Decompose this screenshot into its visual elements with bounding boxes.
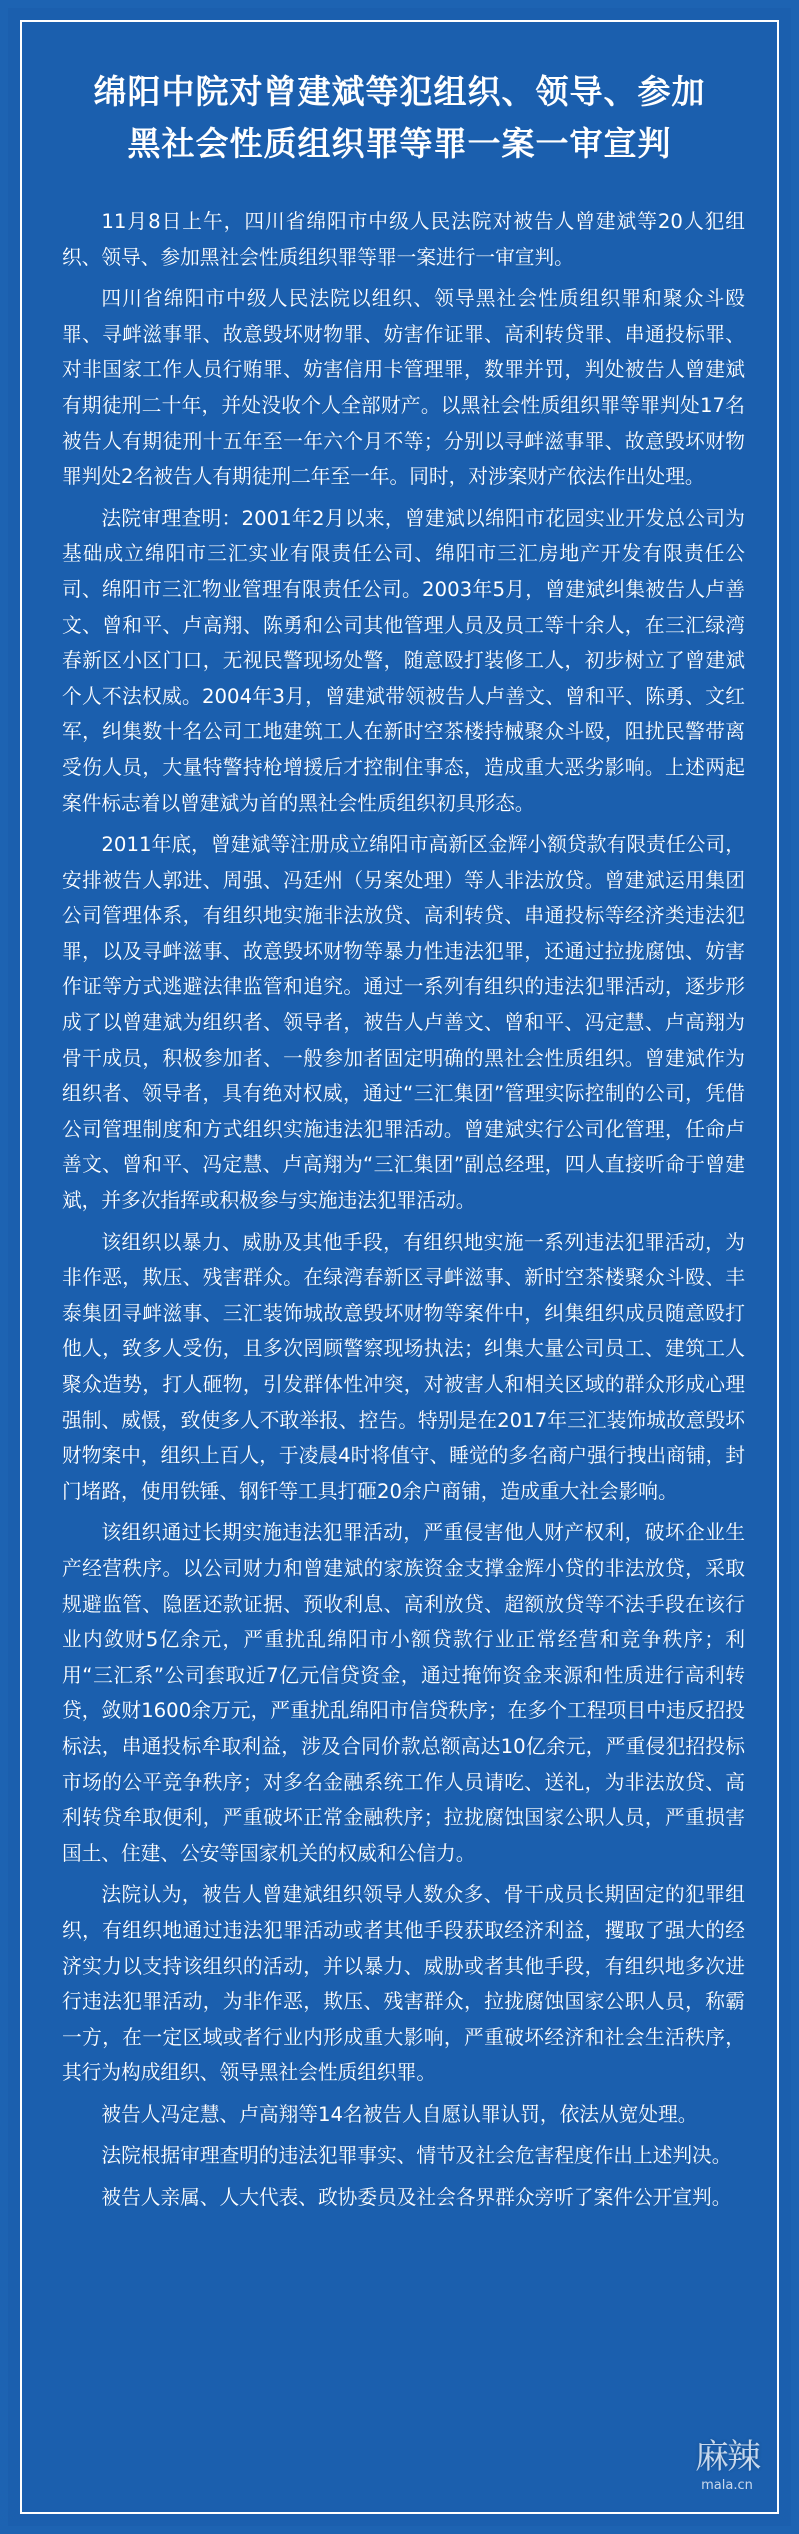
- site-watermark: [685, 2436, 769, 2502]
- paragraph-3: 法院审理查明：2001年2月以来，曾建斌以绵阳市花园实业开发总公司为基础成立绵阳市三汇实业有限责任公司、绵阳市三汇房地产开发有限责任公司、绵阳市三汇物业管理有限责任公司。2003年5月，曾建斌纠集被告人卢善文、曾和平、卢高翔、陈勇和公司其他管理人员及员工等十余人，在三汇绿湾春新区小区门口，无视民警现场处警，随意殴打装修工人，初步树立了曾建斌个人不法权威。2004年3月，曾建斌带领被告人卢善文、曾和平、陈勇、文红军，纠集数十名公司工地建筑工人在新时空茶楼持械聚众斗殴，阻扰民警带离受伤人员，大量特警持枪增援后才控制住事态，造成重大恶劣影响。上述两起案件标志着以曾建斌为首的黑社会性质组织初具形态。: [62, 506, 745, 815]
- paragraph-10: 被告人亲属、人大代表、政协委员及社会各界群众旁听了案件公开宣判。: [101, 2186, 732, 2210]
- paragraph-1: 11月8日上午，四川省绵阳市中级人民法院对被告人曾建斌等20人犯组织、领导、参加黑社会性质组织罪等罪一案进行一审宣判。: [62, 210, 745, 269]
- watermark-url: mala.cn: [701, 2478, 753, 2493]
- paragraph-9: 法院根据审理查明的违法犯罪事实、情节及社会危害程度作出上述判决。: [101, 2144, 732, 2168]
- title-line-1: 绵阳中院对曾建斌等犯组织、领导、参加: [93, 72, 706, 111]
- article-title: [8, 66, 791, 170]
- article-body: [62, 204, 745, 2222]
- paragraph-7: 法院认为，被告人曾建斌组织领导人数众多、骨干成员长期固定的犯罪组织，有组织地通过违法犯罪活动或者其他手段获取经济利益，攫取了强大的经济实力以支持该组织的活动，并以暴力、威胁或者其他手段，有组织地多次进行违法犯罪活动，为非作恶，欺压、残害群众，拉拢腐蚀国家公职人员，称霸一方，在一定区域或者行业内形成重大影响，严重破坏经济和社会生活秩序，其行为构成组织、领导黑社会性质组织罪。: [62, 1883, 745, 2085]
- paragraph-2: 四川省绵阳市中级人民法院以组织、领导黑社会性质组织罪和聚众斗殴罪、寻衅滋事罪、故意毁坏财物罪、妨害作证罪、高利转贷罪、串通投标罪、对非国家工作人员行贿罪、妨害信用卡管理罪，数罪并罚，判处被告人曾建斌有期徒刑二十年，并处没收个人全部财产。以黑社会性质组织罪等罪判处17名被告人有期徒刑十五年至一年六个月不等；分别以寻衅滋事罪、故意毁坏财物罪判处2名被告人有期徒刑二年至一年。同时，对涉案财产依法作出处理。: [62, 287, 745, 489]
- title-line-2: 黑社会性质组织罪等罪一案一审宣判: [127, 124, 672, 163]
- paragraph-8: 被告人冯定慧、卢高翔等14名被告人自愿认罪认罚，依法从宽处理。: [101, 2102, 698, 2126]
- paragraph-5: 该组织以暴力、威胁及其他手段，有组织地实施一系列违法犯罪活动，为非作恶，欺压、残害群众。在绿湾春新区寻衅滋事、新时空茶楼聚众斗殴、丰泰集团寻衅滋事、三汇装饰城故意毁坏财物等案件中，纠集组织成员随意殴打他人，致多人受伤，且多次罔顾警察现场执法；纠集大量公司员工、建筑工人聚众造势，打人砸物，引发群体性冲突，对被害人和相关区域的群众形成心理强制、威慑，致使多人不敢举报、控告。特别是在2017年三汇装饰城故意毁坏财物案中，组织上百人，于凌晨4时将值守、睡觉的多名商户强行拽出商铺，封门堵路，使用铁锤、钢钎等工具打砸20余户商铺，造成重大社会影响。: [62, 1230, 745, 1503]
- watermark-logo: 麻辣: [695, 2437, 759, 2477]
- paragraph-4: 2011年底，曾建斌等注册成立绵阳市高新区金辉小额贷款有限责任公司，安排被告人郭进、周强、冯廷州（另案处理）等人非法放贷。曾建斌运用集团公司管理体系，有组织地实施非法放贷、高利转贷、串通投标等经济类违法犯罪，以及寻衅滋事、故意毁坏财物等暴力性违法犯罪，还通过拉拢腐蚀、妨害作证等方式逃避法律监管和追究。通过一系列有组织的违法犯罪活动，逐步形成了以曾建斌为组织者、领导者，被告人卢善文、曾和平、冯定慧、卢高翔为骨干成员，积极参加者、一般参加者固定明确的黑社会性质组织。曾建斌作为组织者、领导者，具有绝对权威，通过“三汇集团”管理实际控制的公司，凭借公司管理制度和方式组织实施违法犯罪活动。曾建斌实行公司化管理，任命卢善文、曾和平、冯定慧、卢高翔为“三汇集团”副总经理，四人直接听命于曾建斌，并多次指挥或积极参与实施违法犯罪活动。: [62, 833, 745, 1213]
- paragraph-6: 该组织通过长期实施违法犯罪活动，严重侵害他人财产权利，破坏企业生产经营秩序。以公司财力和曾建斌的家族资金支撑金辉小贷的非法放贷，采取规避监管、隐匿还款证据、预收利息、高利放贷、超额放贷等不法手段在该行业内敛财5亿余元，严重扰乱绵阳市小额贷款行业正常经营和竞争秩序；利用“三汇系”公司套取近7亿元信贷资金，通过掩饰资金来源和性质进行高利转贷，敛财1600余万元，严重扰乱绵阳市信贷秩序；在多个工程项目中违反招投标法，串通投标牟取利益，涉及合同价款总额高达10亿余元，严重侵犯招投标市场的公平竞争秩序；对多名金融系统工作人员请吃、送礼，为非法放贷、高利转贷牟取便利，严重破坏正常金融秩序；拉拢腐蚀国家公职人员，严重损害国土、住建、公安等国家机关的权威和公信力。: [62, 1521, 745, 1865]
